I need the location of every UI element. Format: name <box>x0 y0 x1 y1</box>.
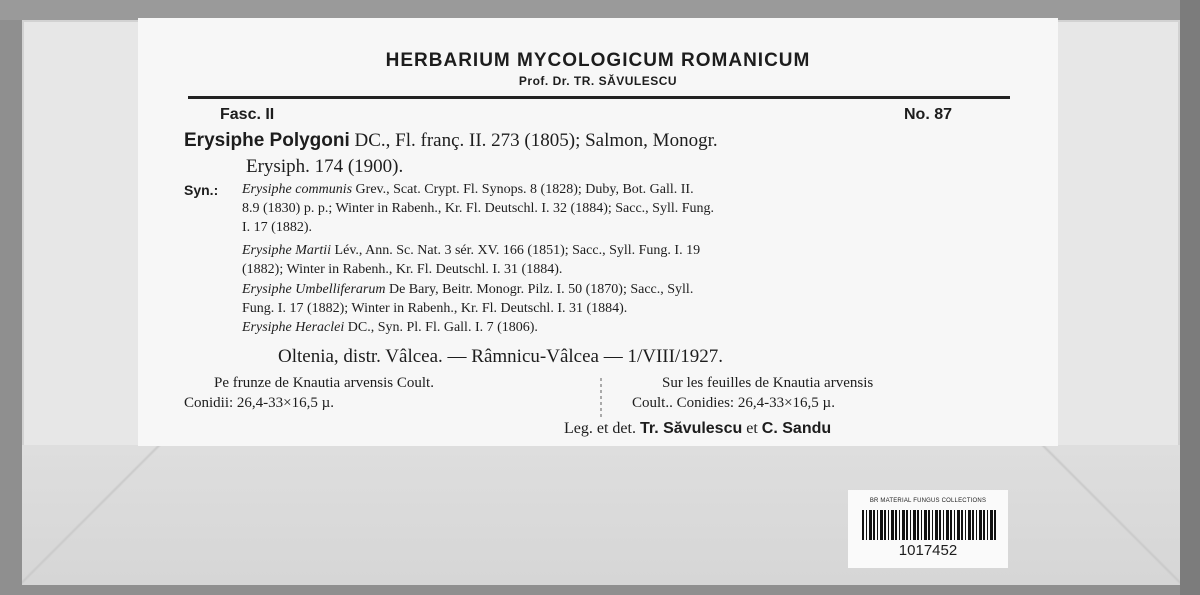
conidia-romanian-line: Conidii: 26,4-33×16,5 µ. <box>184 395 335 411</box>
synonym-line: I. 17 (1882). <box>242 220 312 235</box>
synonym-line: Erysiphe Umbelliferarum De Bary, Beitr. Monogr. Pilz. I. 50 (1870); Sacc., Syll. <box>242 282 694 297</box>
synonym-name: Erysiphe communis <box>242 182 353 197</box>
envelope-flap-right <box>1040 440 1180 585</box>
host-french-line: Sur les feuilles de Knautia arvensis <box>662 375 874 391</box>
collector-name: C. Sandu <box>761 420 832 437</box>
background-right-edge <box>1180 0 1200 595</box>
species-citation: DC., Fl. franç. II. 273 (1805); Salmon, Monogr. <box>349 130 718 151</box>
barcode-label <box>848 490 1008 568</box>
synonym-name: Erysiphe Umbelliferarum <box>242 282 386 297</box>
column-divider <box>600 378 602 418</box>
synonym-line: 8.9 (1830) p. p.; Winter in Rabenh., Kr. Fl. Deutschl. I. 32 (1884); Sacc., Syll. Fung. <box>242 201 715 216</box>
barcode-number: 1017452 <box>898 542 958 559</box>
collector-name: Tr. Săvulescu <box>639 420 743 437</box>
conidia-french-line: Coult.. Conidies: 26,4-33×16,5 µ. <box>632 395 835 411</box>
envelope-flap-left <box>22 440 162 585</box>
species-name: Erysiphe Polygoni <box>184 130 350 151</box>
synonym-line: Erysiphe Heraclei DC., Syn. Pl. Fl. Gall. I. 7 (1806). <box>242 320 538 335</box>
herbarium-subtitle: Prof. Dr. TR. SĂVULESCU <box>518 74 678 88</box>
synonym-line: Erysiphe Martii Lév., Ann. Sc. Nat. 3 sér. XV. 166 (1851); Sacc., Syll. Fung. I. 19 <box>242 243 701 258</box>
synonym-line: (1882); Winter in Rabenh., Kr. Fl. Deutschl. I. 31 (1884). <box>242 262 563 277</box>
herbarium-title: HERBARIUM MYCOLOGICUM ROMANICUM <box>385 50 811 71</box>
background-top-edge <box>0 0 1200 20</box>
header-rule <box>188 96 1010 99</box>
herbarium-label <box>138 18 1058 446</box>
synonym-line: Fung. I. 17 (1882); Winter in Rabenh., Kr. Fl. Deutschl. I. 31 (1884). <box>242 301 628 316</box>
collectors-line: Leg. et det. Tr. Săvulescu et C. Sandu <box>564 420 832 437</box>
synonym-name: Erysiphe Martii <box>242 243 332 258</box>
barcode-icon <box>862 510 996 540</box>
synonym-line: Erysiphe communis Grev., Scat. Crypt. Fl. Synops. 8 (1828); Duby, Bot. Gall. II. <box>242 182 694 197</box>
synonym-name: Erysiphe Heraclei <box>242 320 345 335</box>
fascicle-number: Fasc. II <box>220 106 275 123</box>
host-romanian-line: Pe frunze de Knautia arvensis Coult. <box>214 375 434 391</box>
locality: Oltenia, distr. Vâlcea. — Râmnicu-Vâlcea — 1/VIII/1927. <box>278 346 723 367</box>
synonyms-label: Syn.: <box>184 182 219 198</box>
species-citation-continued: Erysiph. 174 (1900). <box>246 156 404 177</box>
specimen-number: No. 87 <box>904 106 953 123</box>
barcode-caption: BR MATERIAL FUNGUS COLLECTIONS <box>869 498 987 504</box>
species-line <box>184 130 718 152</box>
